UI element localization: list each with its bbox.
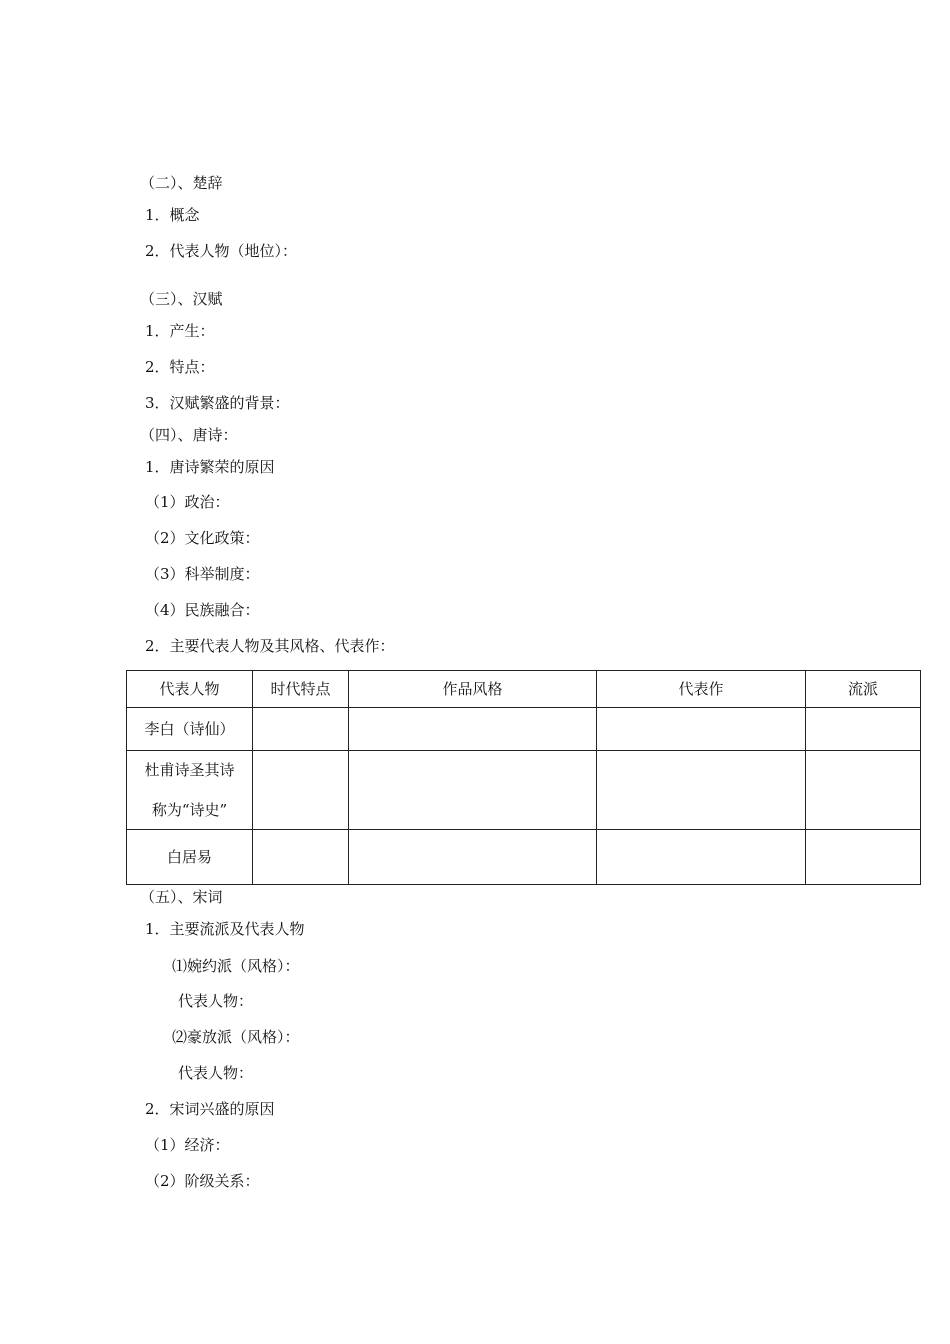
person-line: 杜甫诗圣其诗 xyxy=(144,761,235,779)
blank-cell[interactable] xyxy=(349,830,597,885)
person-cell: 李白（诗仙） xyxy=(127,708,253,751)
haofang-representatives: 代表人物： xyxy=(178,1064,254,1082)
blank-cell[interactable] xyxy=(597,830,806,885)
item-songci-reasons: 2．宋词兴盛的原因 xyxy=(145,1100,275,1118)
section-hanfu-heading: （三）、汉赋 xyxy=(140,290,223,308)
item-origin: 1．产生： xyxy=(145,322,215,340)
table-row xyxy=(127,830,921,885)
person-line: 称为“诗史” xyxy=(151,801,228,819)
reason-exam-system: （3）科举制度： xyxy=(145,565,260,583)
header-cell: 代表人物 xyxy=(127,671,253,708)
item-concept: 1．概念 xyxy=(145,206,200,224)
item-background: 3．汉赋繁盛的背景： xyxy=(145,394,290,412)
section-chuci-heading: （二）、楚辞 xyxy=(140,174,223,192)
header-cell: 时代特点 xyxy=(253,671,349,708)
item-reasons: 1．唐诗繁荣的原因 xyxy=(145,458,275,476)
table-row xyxy=(127,751,921,830)
blank-cell[interactable] xyxy=(349,708,597,751)
wanyue-representatives: 代表人物： xyxy=(178,992,254,1010)
header-cell: 作品风格 xyxy=(349,671,597,708)
school-wanyue: ⑴婉约派（风格）： xyxy=(172,957,300,975)
header-cell: 流派 xyxy=(806,671,921,708)
reason-culture-policy: （2）文化政策： xyxy=(145,529,260,547)
person-cell xyxy=(127,751,253,830)
poets-table xyxy=(126,670,921,885)
blank-cell[interactable] xyxy=(253,708,349,751)
blank-cell[interactable] xyxy=(806,708,921,751)
item-main-figures: 2．主要代表人物及其风格、代表作： xyxy=(145,637,395,655)
blank-cell[interactable] xyxy=(253,830,349,885)
section-tangshi-heading: （四）、唐诗： xyxy=(140,426,238,444)
blank-cell[interactable] xyxy=(806,751,921,830)
header-cell: 代表作 xyxy=(597,671,806,708)
reason-economy: （1）经济： xyxy=(145,1136,230,1154)
blank-cell[interactable] xyxy=(253,751,349,830)
reason-class-relations: （2）阶级关系： xyxy=(145,1172,260,1190)
section-songci-heading: （五）、宋词 xyxy=(140,888,223,906)
item-representative: 2．代表人物（地位）： xyxy=(145,242,298,260)
table-header-row xyxy=(127,671,921,708)
blank-cell[interactable] xyxy=(597,751,806,830)
item-features: 2．特点： xyxy=(145,358,215,376)
blank-cell[interactable] xyxy=(806,830,921,885)
blank-cell[interactable] xyxy=(349,751,597,830)
item-schools: 1．主要流派及代表人物 xyxy=(145,920,305,938)
reason-ethnic-fusion: （4）民族融合： xyxy=(145,601,260,619)
reason-politics: （1）政治： xyxy=(145,493,230,511)
person-cell: 白居易 xyxy=(127,830,253,885)
school-haofang: ⑵豪放派（风格）： xyxy=(172,1028,300,1046)
table-row xyxy=(127,708,921,751)
blank-cell[interactable] xyxy=(597,708,806,751)
